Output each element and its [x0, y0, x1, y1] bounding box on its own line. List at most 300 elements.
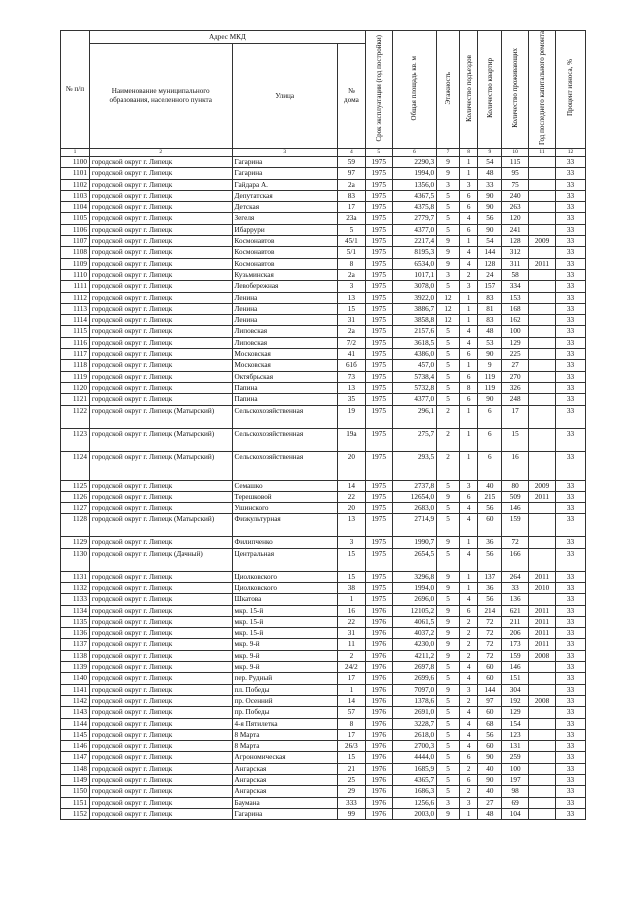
cell-flats: 40	[478, 786, 502, 797]
cell-row-number: 1150	[61, 786, 90, 797]
cell-build-year: 1975	[365, 548, 392, 571]
cell-build-year: 1976	[365, 650, 392, 661]
cell-municipality: городской округ г. Липецк	[89, 480, 232, 491]
cell-wear-percent: 33	[555, 337, 585, 348]
cell-entrances: 4	[459, 326, 478, 337]
cell-street: мкр. 15-й	[232, 628, 337, 639]
cell-flats: 56	[478, 213, 502, 224]
cell-row-number: 1136	[61, 628, 90, 639]
cell-build-year: 1975	[365, 451, 392, 480]
cell-build-year: 1976	[365, 628, 392, 639]
cell-street: Сельскохозяйственная	[232, 451, 337, 480]
table-row	[61, 451, 586, 480]
table-row	[61, 236, 586, 247]
cell-municipality: городской округ г. Липецк	[89, 337, 232, 348]
table-row	[61, 808, 586, 819]
cell-row-number: 1104	[61, 202, 90, 213]
column-number: 12	[555, 148, 585, 156]
cell-repair-year	[529, 269, 556, 280]
cell-house-number: 14	[337, 480, 365, 491]
cell-floors: 5	[437, 202, 460, 213]
cell-wear-percent: 33	[555, 808, 585, 819]
cell-house-number: 15	[337, 303, 365, 314]
cell-flats: 90	[478, 202, 502, 213]
cell-wear-percent: 33	[555, 224, 585, 235]
cell-entrances: 2	[459, 695, 478, 706]
cell-municipality: городской округ г. Липецк	[89, 786, 232, 797]
cell-residents: 17	[502, 405, 529, 428]
cell-flats: 90	[478, 775, 502, 786]
cell-residents: 72	[502, 537, 529, 548]
table-row	[61, 695, 586, 706]
cell-house-number: 1	[337, 684, 365, 695]
cell-row-number: 1133	[61, 594, 90, 605]
cell-house-number: 29	[337, 786, 365, 797]
cell-municipality: городской округ г. Липецк	[89, 303, 232, 314]
table-row	[61, 616, 586, 627]
cell-total-area: 1017,1	[392, 269, 436, 280]
cell-repair-year	[529, 394, 556, 405]
cell-wear-percent: 33	[555, 752, 585, 763]
cell-house-number: 8	[337, 258, 365, 269]
cell-residents: 263	[502, 202, 529, 213]
cell-residents: 131	[502, 741, 529, 752]
cell-repair-year	[529, 514, 556, 537]
cell-total-area: 4061,5	[392, 616, 436, 627]
table-row	[61, 582, 586, 593]
cell-municipality: городской округ г. Липецк	[89, 349, 232, 360]
cell-repair-year	[529, 797, 556, 808]
cell-flats: 60	[478, 741, 502, 752]
cell-residents: 151	[502, 673, 529, 684]
cell-house-number: 24/2	[337, 662, 365, 673]
cell-build-year: 1976	[365, 786, 392, 797]
cell-house-number: 7/2	[337, 337, 365, 348]
cell-flats: 56	[478, 729, 502, 740]
cell-municipality: городской округ г. Липецк	[89, 258, 232, 269]
column-number-row	[61, 148, 586, 156]
cell-flats: 6	[478, 405, 502, 428]
table-body	[61, 156, 586, 819]
cell-build-year: 1976	[365, 741, 392, 752]
table-row	[61, 258, 586, 269]
cell-house-number: 22	[337, 616, 365, 627]
cell-municipality: городской округ г. Липецк	[89, 382, 232, 393]
cell-residents: 95	[502, 168, 529, 179]
cell-residents: 621	[502, 605, 529, 616]
cell-wear-percent: 33	[555, 190, 585, 201]
cell-total-area: 1686,3	[392, 786, 436, 797]
cell-residents: 168	[502, 303, 529, 314]
cell-wear-percent: 33	[555, 349, 585, 360]
cell-entrances: 6	[459, 371, 478, 382]
cell-residents: 225	[502, 349, 529, 360]
cell-build-year: 1975	[365, 480, 392, 491]
table-header	[61, 31, 586, 157]
cell-street: Ленина	[232, 303, 337, 314]
cell-total-area: 275,7	[392, 428, 436, 451]
cell-flats: 9	[478, 360, 502, 371]
cell-municipality: городской округ г. Липецк (Дачный)	[89, 548, 232, 571]
column-number: 2	[89, 148, 232, 156]
cell-residents: 166	[502, 548, 529, 571]
cell-repair-year	[529, 202, 556, 213]
cell-entrances: 2	[459, 269, 478, 280]
cell-flats: 27	[478, 797, 502, 808]
cell-repair-year	[529, 281, 556, 292]
cell-municipality: городской округ г. Липецк	[89, 156, 232, 167]
cell-entrances: 2	[459, 786, 478, 797]
cell-wear-percent: 33	[555, 168, 585, 179]
cell-municipality: городской округ г. Липецк	[89, 491, 232, 502]
cell-residents: 270	[502, 371, 529, 382]
cell-floors: 5	[437, 673, 460, 684]
cell-entrances: 4	[459, 707, 478, 718]
cell-total-area: 6534,0	[392, 258, 436, 269]
cell-residents: 197	[502, 775, 529, 786]
table-row	[61, 662, 586, 673]
cell-entrances: 4	[459, 741, 478, 752]
cell-total-area: 2618,0	[392, 729, 436, 740]
table-row	[61, 605, 586, 616]
cell-floors: 9	[437, 684, 460, 695]
cell-repair-year	[529, 337, 556, 348]
cell-row-number: 1116	[61, 337, 90, 348]
cell-floors: 5	[437, 707, 460, 718]
cell-row-number: 1128	[61, 514, 90, 537]
cell-repair-year: 2011	[529, 605, 556, 616]
cell-total-area: 5738,4	[392, 371, 436, 382]
cell-flats: 72	[478, 628, 502, 639]
cell-flats: 40	[478, 763, 502, 774]
cell-entrances: 1	[459, 537, 478, 548]
cell-house-number: 61б	[337, 360, 365, 371]
cell-floors: 3	[437, 179, 460, 190]
cell-total-area: 2003,0	[392, 808, 436, 819]
table-row	[61, 673, 586, 684]
cell-house-number: 5/1	[337, 247, 365, 258]
cell-municipality: городской округ г. Липецк	[89, 605, 232, 616]
cell-street: Гагарина	[232, 808, 337, 819]
cell-flats: 157	[478, 281, 502, 292]
cell-row-number: 1101	[61, 168, 90, 179]
cell-floors: 9	[437, 491, 460, 502]
cell-house-number: 333	[337, 797, 365, 808]
cell-street: 4-я Пятилетка	[232, 718, 337, 729]
cell-wear-percent: 33	[555, 503, 585, 514]
cell-total-area: 1378,6	[392, 695, 436, 706]
cell-house-number: 13	[337, 292, 365, 303]
cell-repair-year	[529, 752, 556, 763]
header-flats: Количество квартир	[478, 31, 502, 149]
cell-repair-year: 2011	[529, 571, 556, 582]
cell-total-area: 296,1	[392, 405, 436, 428]
cell-residents: 311	[502, 258, 529, 269]
table-row	[61, 303, 586, 314]
cell-repair-year	[529, 451, 556, 480]
cell-repair-year	[529, 326, 556, 337]
cell-residents: 27	[502, 360, 529, 371]
cell-build-year: 1975	[365, 503, 392, 514]
cell-residents: 129	[502, 337, 529, 348]
cell-street: Гагарина	[232, 168, 337, 179]
cell-flats: 56	[478, 548, 502, 571]
cell-flats: 83	[478, 292, 502, 303]
cell-flats: 56	[478, 594, 502, 605]
cell-row-number: 1138	[61, 650, 90, 661]
cell-flats: 60	[478, 514, 502, 537]
cell-house-number: 17	[337, 673, 365, 684]
cell-build-year: 1975	[365, 349, 392, 360]
cell-build-year: 1976	[365, 639, 392, 650]
cell-municipality: городской округ г. Липецк (Матырский)	[89, 428, 232, 451]
cell-entrances: 4	[459, 503, 478, 514]
cell-residents: 173	[502, 639, 529, 650]
cell-repair-year	[529, 428, 556, 451]
table-row	[61, 797, 586, 808]
cell-entrances: 1	[459, 303, 478, 314]
table-row	[61, 202, 586, 213]
cell-wear-percent: 33	[555, 741, 585, 752]
cell-wear-percent: 33	[555, 326, 585, 337]
cell-row-number: 1152	[61, 808, 90, 819]
cell-house-number: 13	[337, 382, 365, 393]
cell-floors: 5	[437, 480, 460, 491]
cell-build-year: 1976	[365, 695, 392, 706]
table-row	[61, 480, 586, 491]
cell-entrances: 4	[459, 594, 478, 605]
cell-row-number: 1125	[61, 480, 90, 491]
cell-house-number: 59	[337, 156, 365, 167]
cell-build-year: 1976	[365, 775, 392, 786]
cell-residents: 153	[502, 292, 529, 303]
header-wear: Процент износа, %	[555, 31, 585, 149]
cell-flats: 6	[478, 428, 502, 451]
cell-row-number: 1106	[61, 224, 90, 235]
table-row	[61, 729, 586, 740]
cell-street: пр. Осенний	[232, 695, 337, 706]
table-row	[61, 639, 586, 650]
cell-wear-percent: 33	[555, 605, 585, 616]
cell-floors: 9	[437, 571, 460, 582]
cell-flats: 24	[478, 269, 502, 280]
cell-build-year: 1975	[365, 491, 392, 502]
cell-row-number: 1102	[61, 179, 90, 190]
cell-repair-year: 2011	[529, 491, 556, 502]
cell-repair-year	[529, 775, 556, 786]
cell-residents: 304	[502, 684, 529, 695]
cell-flats: 36	[478, 537, 502, 548]
cell-repair-year	[529, 303, 556, 314]
cell-total-area: 3296,8	[392, 571, 436, 582]
cell-entrances: 3	[459, 797, 478, 808]
cell-entrances: 4	[459, 662, 478, 673]
cell-street: Баумана	[232, 797, 337, 808]
cell-municipality: городской округ г. Липецк	[89, 394, 232, 405]
table-row	[61, 741, 586, 752]
cell-wear-percent: 33	[555, 315, 585, 326]
cell-residents: 120	[502, 213, 529, 224]
cell-entrances: 6	[459, 202, 478, 213]
cell-entrances: 4	[459, 729, 478, 740]
cell-row-number: 1131	[61, 571, 90, 582]
table-row	[61, 360, 586, 371]
column-number: 11	[529, 148, 556, 156]
cell-row-number: 1117	[61, 349, 90, 360]
cell-repair-year	[529, 763, 556, 774]
cell-entrances: 3	[459, 480, 478, 491]
cell-municipality: городской округ г. Липецк	[89, 639, 232, 650]
cell-total-area: 2654,5	[392, 548, 436, 571]
cell-floors: 5	[437, 752, 460, 763]
cell-row-number: 1146	[61, 741, 90, 752]
cell-entrances: 4	[459, 718, 478, 729]
cell-wear-percent: 33	[555, 451, 585, 480]
cell-build-year: 1975	[365, 156, 392, 167]
cell-flats: 128	[478, 258, 502, 269]
cell-row-number: 1126	[61, 491, 90, 502]
table-row	[61, 752, 586, 763]
cell-municipality: городской округ г. Липецк	[89, 190, 232, 201]
cell-street: Ангарская	[232, 775, 337, 786]
cell-municipality: городской округ г. Липецк	[89, 684, 232, 695]
cell-repair-year	[529, 224, 556, 235]
cell-flats: 137	[478, 571, 502, 582]
header-area: Общая площадь кв. м	[392, 31, 436, 149]
header-municipality: Наименование муниципального образования, населенного пункта	[89, 44, 232, 149]
cell-floors: 2	[437, 451, 460, 480]
cell-residents: 75	[502, 179, 529, 190]
cell-floors: 9	[437, 628, 460, 639]
cell-wear-percent: 33	[555, 650, 585, 661]
cell-total-area: 457,0	[392, 360, 436, 371]
cell-street: Папина	[232, 394, 337, 405]
cell-total-area: 1685,9	[392, 763, 436, 774]
cell-wear-percent: 33	[555, 156, 585, 167]
cell-municipality: городской округ г. Липецк	[89, 168, 232, 179]
cell-street: Центральная	[232, 548, 337, 571]
cell-build-year: 1976	[365, 616, 392, 627]
cell-total-area: 3228,7	[392, 718, 436, 729]
cell-municipality: городской округ г. Липецк	[89, 315, 232, 326]
cell-floors: 5	[437, 729, 460, 740]
cell-municipality: городской округ г. Липецк	[89, 281, 232, 292]
cell-residents: 206	[502, 628, 529, 639]
cell-total-area: 3618,5	[392, 337, 436, 348]
cell-floors: 9	[437, 650, 460, 661]
cell-municipality: городской округ г. Липецк	[89, 360, 232, 371]
cell-municipality: городской округ г. Липецк	[89, 729, 232, 740]
cell-street: Московская	[232, 349, 337, 360]
cell-entrances: 2	[459, 650, 478, 661]
cell-flats: 144	[478, 684, 502, 695]
cell-row-number: 1145	[61, 729, 90, 740]
cell-total-area: 4386,0	[392, 349, 436, 360]
cell-total-area: 4037,2	[392, 628, 436, 639]
cell-floors: 5	[437, 337, 460, 348]
cell-residents: 146	[502, 662, 529, 673]
cell-wear-percent: 33	[555, 179, 585, 190]
table-row	[61, 514, 586, 537]
cell-wear-percent: 33	[555, 707, 585, 718]
cell-municipality: городской округ г. Липецк	[89, 752, 232, 763]
cell-street: пр. Победы	[232, 707, 337, 718]
cell-house-number: 19	[337, 405, 365, 428]
cell-floors: 5	[437, 775, 460, 786]
cell-residents: 136	[502, 594, 529, 605]
cell-flats: 56	[478, 503, 502, 514]
cell-wear-percent: 33	[555, 236, 585, 247]
column-number: 4	[337, 148, 365, 156]
cell-municipality: городской округ г. Липецк	[89, 269, 232, 280]
cell-repair-year	[529, 179, 556, 190]
table-row	[61, 707, 586, 718]
cell-residents: 248	[502, 394, 529, 405]
cell-total-area: 2696,0	[392, 594, 436, 605]
cell-house-number: 23а	[337, 213, 365, 224]
cell-street: Московская	[232, 360, 337, 371]
cell-row-number: 1120	[61, 382, 90, 393]
cell-entrances: 3	[459, 281, 478, 292]
cell-street: мкр. 15-й	[232, 616, 337, 627]
table-row	[61, 247, 586, 258]
cell-municipality: городской округ г. Липецк	[89, 202, 232, 213]
header-entrances: Количество подъездов	[459, 31, 478, 149]
cell-row-number: 1129	[61, 537, 90, 548]
cell-street: Октябрьская	[232, 371, 337, 382]
cell-row-number: 1140	[61, 673, 90, 684]
cell-entrances: 4	[459, 247, 478, 258]
table-row	[61, 269, 586, 280]
cell-entrances: 1	[459, 451, 478, 480]
cell-build-year: 1975	[365, 571, 392, 582]
cell-residents: 326	[502, 382, 529, 393]
cell-street: Космонавтов	[232, 236, 337, 247]
table-row	[61, 315, 586, 326]
cell-entrances: 2	[459, 616, 478, 627]
cell-residents: 115	[502, 156, 529, 167]
cell-street: Зегеля	[232, 213, 337, 224]
cell-total-area: 2691,0	[392, 707, 436, 718]
table-row	[61, 224, 586, 235]
cell-build-year: 1975	[365, 224, 392, 235]
cell-repair-year	[529, 349, 556, 360]
table-row	[61, 763, 586, 774]
column-number: 5	[365, 148, 392, 156]
cell-row-number: 1142	[61, 695, 90, 706]
cell-total-area: 2737,8	[392, 480, 436, 491]
cell-build-year: 1975	[365, 405, 392, 428]
cell-floors: 5	[437, 349, 460, 360]
cell-flats: 90	[478, 349, 502, 360]
cell-street: Шкатова	[232, 594, 337, 605]
cell-repair-year	[529, 684, 556, 695]
cell-flats: 54	[478, 236, 502, 247]
cell-street: Ушинского	[232, 503, 337, 514]
cell-entrances: 4	[459, 337, 478, 348]
cell-entrances: 1	[459, 405, 478, 428]
cell-floors: 5	[437, 741, 460, 752]
cell-flats: 72	[478, 616, 502, 627]
cell-house-number: 31	[337, 315, 365, 326]
cell-build-year: 1975	[365, 292, 392, 303]
cell-floors: 5	[437, 594, 460, 605]
cell-house-number: 25	[337, 775, 365, 786]
table-row	[61, 213, 586, 224]
cell-house-number: 19а	[337, 428, 365, 451]
cell-row-number: 1130	[61, 548, 90, 571]
cell-floors: 5	[437, 382, 460, 393]
